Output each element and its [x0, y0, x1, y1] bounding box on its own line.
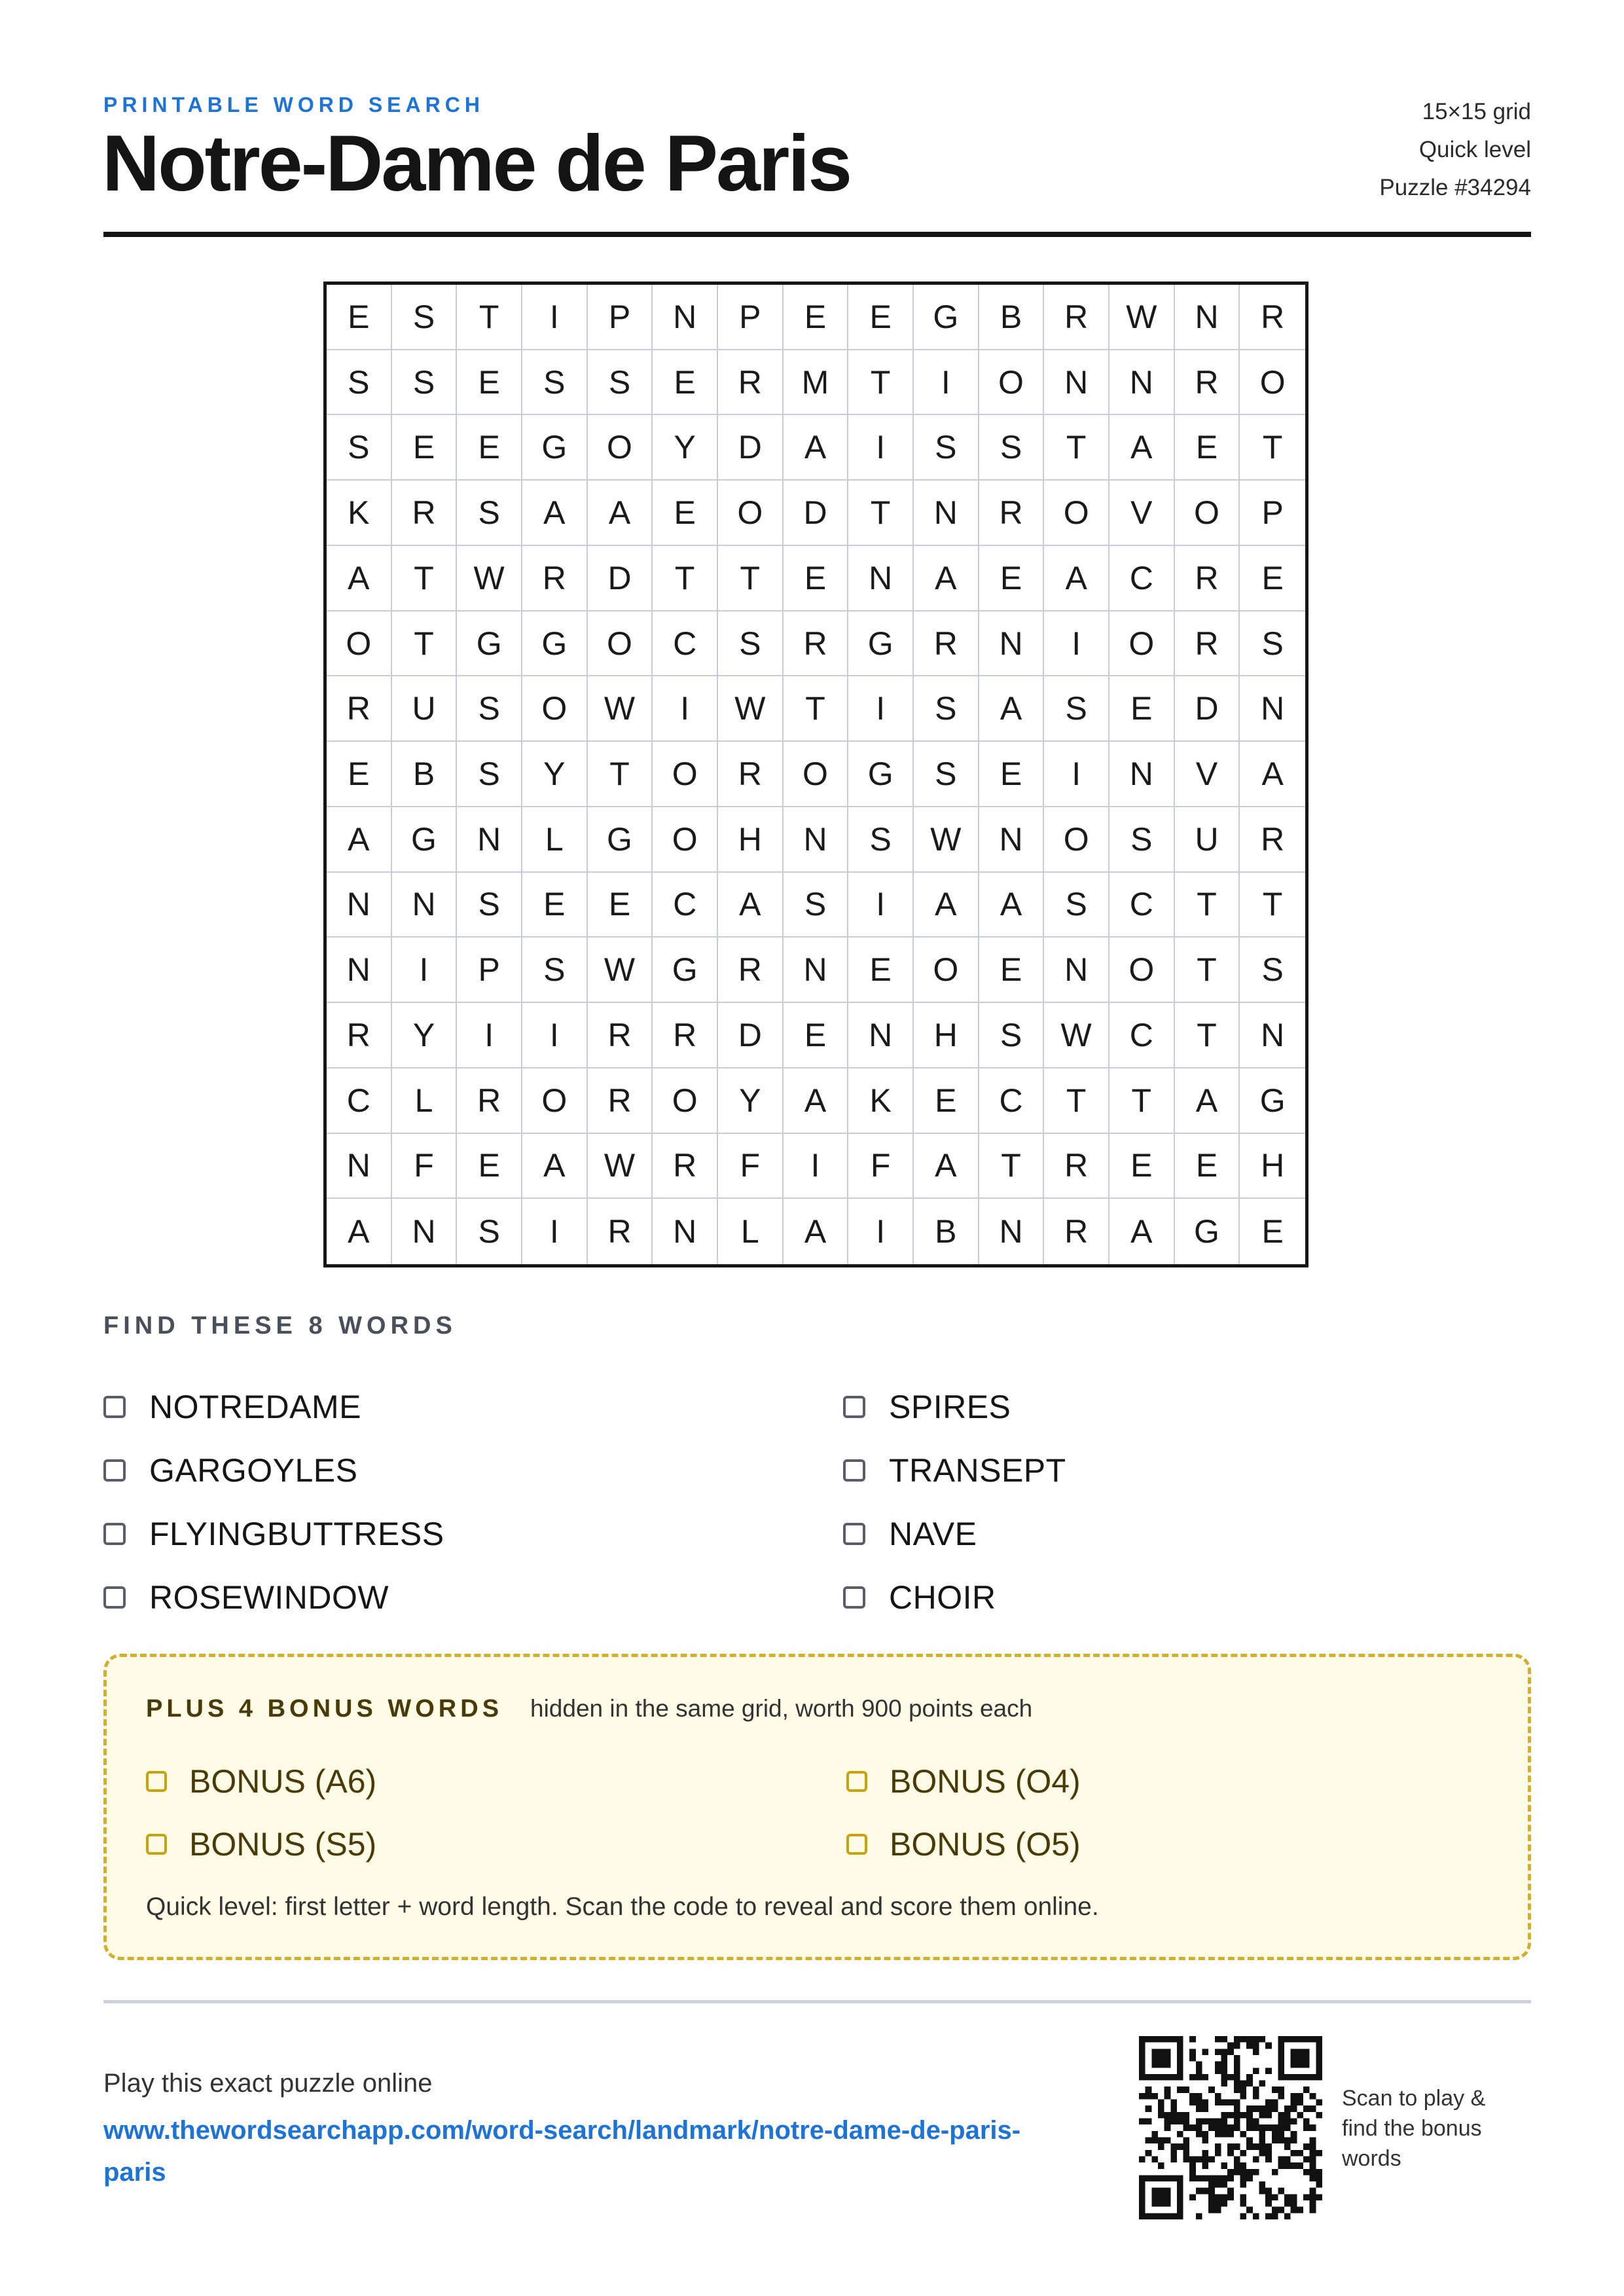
grid-cell[interactable]: I	[457, 1003, 522, 1068]
grid-cell[interactable]: T	[1175, 1003, 1240, 1068]
grid-cell[interactable]: E	[979, 546, 1045, 611]
grid-cell[interactable]: O	[1044, 807, 1110, 873]
grid-cell[interactable]: E	[1175, 415, 1240, 481]
word-item[interactable]	[843, 1565, 1216, 1629]
grid-cell[interactable]: S	[457, 742, 522, 807]
grid-cell[interactable]: Y	[718, 1068, 784, 1134]
grid-cell[interactable]: R	[1175, 611, 1240, 677]
grid-cell[interactable]: R	[718, 742, 784, 807]
grid-cell[interactable]: T	[1110, 1068, 1175, 1134]
grid-cell[interactable]: T	[979, 1134, 1045, 1199]
grid-cell[interactable]: G	[588, 807, 653, 873]
grid-cell[interactable]: N	[392, 873, 458, 938]
grid-cell[interactable]: I	[522, 285, 588, 350]
grid-cell[interactable]: A	[1110, 1199, 1175, 1264]
grid-cell[interactable]: R	[718, 938, 784, 1003]
grid-cell[interactable]: S	[979, 415, 1045, 481]
grid-cell[interactable]: A	[718, 873, 784, 938]
grid-cell[interactable]: C	[653, 873, 718, 938]
grid-cell[interactable]: N	[784, 807, 849, 873]
grid-cell[interactable]: R	[327, 676, 392, 742]
grid-cell[interactable]: I	[392, 938, 458, 1003]
scan-instructions: Scan to play & find the bonus words	[1342, 2086, 1486, 2171]
grid-cell[interactable]: E	[848, 285, 914, 350]
word-item[interactable]	[103, 1502, 843, 1565]
grid-cell[interactable]: A	[1175, 1068, 1240, 1134]
grid-cell[interactable]: D	[718, 415, 784, 481]
grid-cell[interactable]: R	[1175, 350, 1240, 416]
grid-cell[interactable]: E	[457, 350, 522, 416]
grid-cell[interactable]: P	[457, 938, 522, 1003]
grid-cell[interactable]: O	[327, 611, 392, 677]
grid-cell[interactable]: N	[979, 611, 1045, 677]
grid-cell[interactable]: T	[848, 481, 914, 546]
grid-cell[interactable]: E	[784, 1003, 849, 1068]
grid-cell[interactable]: A	[914, 873, 979, 938]
grid-cell[interactable]: A	[522, 1134, 588, 1199]
grid-cell[interactable]: S	[1240, 611, 1305, 677]
grid-cell[interactable]: S	[327, 415, 392, 481]
grid-cell[interactable]: V	[1110, 481, 1175, 546]
grid-cell[interactable]: I	[1044, 611, 1110, 677]
grid-cell[interactable]: H	[718, 807, 784, 873]
grid-cell[interactable]: I	[522, 1199, 588, 1264]
grid-cell[interactable]: L	[392, 1068, 458, 1134]
grid-cell[interactable]: I	[848, 873, 914, 938]
grid-cell[interactable]: O	[588, 611, 653, 677]
grid-cell[interactable]: N	[1044, 350, 1110, 416]
grid-cell[interactable]: R	[588, 1068, 653, 1134]
qr-code-icon[interactable]	[1139, 2036, 1322, 2219]
grid-cell[interactable]: W	[457, 546, 522, 611]
grid-cell[interactable]: G	[522, 611, 588, 677]
grid-cell[interactable]: S	[914, 676, 979, 742]
grid-cell[interactable]: H	[1240, 1134, 1305, 1199]
grid-cell[interactable]: R	[588, 1199, 653, 1264]
grid-cell[interactable]: C	[1110, 873, 1175, 938]
grid-cell[interactable]: A	[784, 415, 849, 481]
word-item[interactable]	[843, 1375, 1216, 1438]
grid-cell[interactable]: N	[327, 938, 392, 1003]
grid-cell[interactable]: F	[718, 1134, 784, 1199]
grid-cell[interactable]: E	[784, 546, 849, 611]
grid-cell[interactable]: E	[392, 415, 458, 481]
grid-cell[interactable]: A	[522, 481, 588, 546]
grid-cell[interactable]: E	[1240, 546, 1305, 611]
grid-cell[interactable]: I	[784, 1134, 849, 1199]
grid-cell[interactable]: O	[914, 938, 979, 1003]
grid-cell[interactable]: P	[1240, 481, 1305, 546]
grid-cell[interactable]: G	[522, 415, 588, 481]
grid-cell[interactable]: R	[327, 1003, 392, 1068]
grid-cell[interactable]: E	[653, 481, 718, 546]
grid-cell[interactable]: N	[653, 1199, 718, 1264]
grid-cell[interactable]: E	[784, 285, 849, 350]
grid-cell[interactable]: A	[327, 546, 392, 611]
grid-cell[interactable]: G	[1175, 1199, 1240, 1264]
grid-cell[interactable]: O	[1110, 938, 1175, 1003]
grid-cell[interactable]: S	[457, 873, 522, 938]
grid-cell[interactable]: R	[1175, 546, 1240, 611]
grid-cell[interactable]: O	[653, 1068, 718, 1134]
word-item[interactable]	[103, 1375, 843, 1438]
play-online-label: Play this exact puzzle online	[103, 2069, 433, 2098]
grid-cell[interactable]: T	[1240, 415, 1305, 481]
grid-cell[interactable]: L	[718, 1199, 784, 1264]
grid-cell[interactable]: C	[653, 611, 718, 677]
grid-cell[interactable]: E	[1110, 676, 1175, 742]
grid-cell[interactable]: E	[1261, 1213, 1284, 1250]
grid-size: 15×15 grid	[1422, 99, 1531, 124]
grid-cell[interactable]: A	[1110, 415, 1175, 481]
grid-cell[interactable]: O	[522, 1068, 588, 1134]
grid-cell[interactable]: S	[1044, 873, 1110, 938]
grid-cell[interactable]: H	[914, 1003, 979, 1068]
grid-cell[interactable]: B	[979, 285, 1045, 350]
grid-cell[interactable]: S	[457, 481, 522, 546]
grid-cell[interactable]: S	[914, 415, 979, 481]
bonus-item[interactable]	[846, 1750, 1239, 1813]
grid-cell[interactable]: A	[327, 807, 392, 873]
grid-cell[interactable]: T	[392, 611, 458, 677]
grid-cell[interactable]: R	[392, 481, 458, 546]
grid-cell[interactable]: O	[718, 481, 784, 546]
bonus-item[interactable]	[146, 1813, 846, 1876]
checkbox-icon[interactable]	[103, 1396, 126, 1418]
word-label: ROSEWINDOW	[149, 1578, 389, 1616]
grid-cell[interactable]: S	[1110, 807, 1175, 873]
grid-cell[interactable]: T	[1175, 873, 1240, 938]
grid-cell[interactable]: N	[327, 873, 392, 938]
grid-cell[interactable]: G	[457, 611, 522, 677]
grid-cell[interactable]: R	[522, 546, 588, 611]
bonus-item[interactable]	[146, 1750, 846, 1813]
eyebrow-label: PRINTABLE WORD SEARCH	[103, 93, 484, 117]
grid-cell[interactable]: R	[784, 611, 849, 677]
grid-cell[interactable]: G	[1240, 1068, 1305, 1134]
grid-cell[interactable]: L	[522, 807, 588, 873]
grid-cell[interactable]: N	[848, 546, 914, 611]
grid-cell[interactable]: A	[1044, 546, 1110, 611]
grid-cell[interactable]: S	[848, 807, 914, 873]
grid-cell[interactable]: O	[1240, 350, 1305, 416]
grid-cell[interactable]: I	[848, 1199, 914, 1264]
grid-cell[interactable]: D	[588, 546, 653, 611]
grid-cell[interactable]: E	[979, 938, 1045, 1003]
bonus-label: BONUS (O5)	[890, 1826, 1081, 1863]
grid-cell[interactable]: R	[914, 611, 979, 677]
grid-cell[interactable]: A	[914, 1134, 979, 1199]
grid-cell[interactable]: B	[392, 742, 458, 807]
word-list	[103, 1375, 1216, 1629]
grid-cell[interactable]: N	[784, 938, 849, 1003]
grid-cell[interactable]: I	[848, 676, 914, 742]
grid-cell[interactable]: F	[392, 1134, 458, 1199]
grid-cell[interactable]: O	[588, 415, 653, 481]
checkbox-icon[interactable]	[843, 1586, 865, 1609]
grid-cell[interactable]: A	[784, 1199, 849, 1264]
grid-cell[interactable]: T	[392, 546, 458, 611]
grid-cell[interactable]: I	[522, 1003, 588, 1068]
grid-cell[interactable]: G	[848, 742, 914, 807]
grid-cell[interactable]: C	[327, 1068, 392, 1134]
grid-cell[interactable]: S	[1240, 938, 1305, 1003]
grid-cell[interactable]: R	[1044, 1199, 1110, 1264]
grid-cell[interactable]: C	[1110, 1003, 1175, 1068]
grid-cell[interactable]: N	[653, 285, 718, 350]
grid-cell[interactable]: V	[1175, 742, 1240, 807]
grid-cell[interactable]: E	[457, 1134, 522, 1199]
grid-cell[interactable]: W	[1044, 1003, 1110, 1068]
bonus-label: BONUS (O4)	[890, 1763, 1081, 1800]
word-label: GARGOYLES	[149, 1451, 358, 1489]
grid-cell[interactable]: C	[1110, 546, 1175, 611]
grid-cell[interactable]: U	[392, 676, 458, 742]
grid-cell[interactable]: N	[914, 481, 979, 546]
grid-cell[interactable]: N	[848, 1003, 914, 1068]
grid-cell[interactable]: G	[392, 807, 458, 873]
grid-cell[interactable]: T	[848, 350, 914, 416]
grid-cell[interactable]: W	[588, 938, 653, 1003]
grid-cell[interactable]: S	[457, 1199, 522, 1264]
grid-cell[interactable]: N	[1240, 676, 1305, 742]
grid-cell[interactable]: S	[718, 611, 784, 677]
grid-cell[interactable]: Y	[653, 415, 718, 481]
grid-cell[interactable]: T	[1240, 873, 1305, 938]
bonus-label: BONUS (S5)	[189, 1826, 377, 1863]
grid-cell[interactable]: E	[457, 415, 522, 481]
grid-cell[interactable]: C	[979, 1068, 1045, 1134]
checkbox-icon[interactable]	[846, 1771, 867, 1792]
grid-cell[interactable]: W	[1110, 285, 1175, 350]
grid-cell[interactable]: B	[914, 1199, 979, 1264]
bonus-item[interactable]	[846, 1813, 1239, 1876]
checkbox-icon[interactable]	[146, 1771, 167, 1792]
grid-cell[interactable]: E	[1175, 1134, 1240, 1199]
header-divider	[103, 232, 1531, 237]
grid-cell[interactable]: P	[718, 285, 784, 350]
grid-cell[interactable]: N	[327, 1134, 392, 1199]
grid-cell[interactable]: K	[848, 1068, 914, 1134]
grid-cell[interactable]: E	[848, 938, 914, 1003]
checkbox-icon[interactable]	[146, 1834, 167, 1855]
grid-cell[interactable]: O	[522, 676, 588, 742]
grid-cell[interactable]: W	[718, 676, 784, 742]
grid-cell[interactable]: U	[1175, 807, 1240, 873]
grid-cell[interactable]: R	[457, 1068, 522, 1134]
word-label: FLYINGBUTTRESS	[149, 1515, 444, 1552]
grid-cell[interactable]: S	[327, 350, 392, 416]
word-list-label: FIND THESE 8 WORDS	[103, 1312, 457, 1339]
word-item[interactable]	[103, 1438, 843, 1502]
grid-cell[interactable]: A	[979, 873, 1045, 938]
grid-cell[interactable]: A	[1240, 742, 1305, 807]
grid-cell[interactable]: P	[588, 285, 653, 350]
grid-cell[interactable]: S	[784, 873, 849, 938]
grid-cell[interactable]: T	[588, 742, 653, 807]
grid-cell[interactable]: E	[327, 742, 392, 807]
difficulty-level: Quick level	[1418, 137, 1531, 162]
grid-cell[interactable]: T	[653, 546, 718, 611]
grid-cell[interactable]: O	[784, 742, 849, 807]
checkbox-icon[interactable]	[843, 1396, 865, 1418]
grid-cell[interactable]: S	[392, 350, 458, 416]
grid-cell[interactable]: I	[914, 350, 979, 416]
grid-cell[interactable]: T	[457, 285, 522, 350]
grid-cell[interactable]: E	[653, 350, 718, 416]
grid-cell[interactable]: T	[784, 676, 849, 742]
grid-cell[interactable]: G	[653, 938, 718, 1003]
grid-cell[interactable]: E	[1110, 1134, 1175, 1199]
checkbox-icon[interactable]	[846, 1834, 867, 1855]
grid-cell[interactable]: O	[1175, 481, 1240, 546]
footer-divider	[103, 2000, 1531, 2003]
word-label: NAVE	[889, 1515, 977, 1552]
grid-cell[interactable]: N	[392, 1199, 458, 1264]
grid-cell[interactable]: R	[1240, 807, 1305, 873]
grid-cell[interactable]: M	[784, 350, 849, 416]
grid-cell[interactable]: K	[327, 481, 392, 546]
grid-cell[interactable]: F	[848, 1134, 914, 1199]
grid-cell[interactable]: T	[1044, 1068, 1110, 1134]
bonus-subtitle: hidden in the same grid, worth 900 points each	[530, 1695, 1033, 1722]
checkbox-icon[interactable]	[103, 1523, 126, 1545]
grid-cell[interactable]: Y	[522, 742, 588, 807]
grid-cell[interactable]: Y	[392, 1003, 458, 1068]
grid-cell[interactable]: N	[1044, 938, 1110, 1003]
word-item[interactable]	[843, 1438, 1216, 1502]
checkbox-icon[interactable]	[843, 1459, 865, 1482]
bonus-panel	[103, 1654, 1531, 1960]
word-label: CHOIR	[889, 1578, 996, 1616]
letter-grid	[323, 282, 1308, 1267]
grid-cell[interactable]: N	[979, 807, 1045, 873]
grid-cell[interactable]: T	[718, 546, 784, 611]
grid-cell[interactable]: O	[653, 807, 718, 873]
grid-cell[interactable]: T	[1044, 415, 1110, 481]
grid-cell[interactable]: R	[979, 481, 1045, 546]
grid-cell[interactable]: R	[653, 1134, 718, 1199]
grid-cell[interactable]: S	[1044, 676, 1110, 742]
checkbox-icon[interactable]	[103, 1586, 126, 1609]
grid-cell[interactable]: R	[718, 350, 784, 416]
grid-cell[interactable]: A	[914, 546, 979, 611]
grid-cell[interactable]: A	[327, 1199, 392, 1264]
grid-cell[interactable]: R	[1044, 285, 1110, 350]
word-label: NOTREDAME	[149, 1388, 361, 1425]
word-label: SPIRES	[889, 1388, 1011, 1425]
grid-cell[interactable]: G	[848, 611, 914, 677]
checkbox-icon[interactable]	[843, 1523, 865, 1545]
grid-cell[interactable]: R	[588, 1003, 653, 1068]
grid-cell[interactable]: W	[588, 676, 653, 742]
grid-cell[interactable]: E	[914, 1068, 979, 1134]
puzzle-url-link[interactable]: www.thewordsearchapp.com/word-search/landmark/notre-dame-de-paris-paris	[103, 2116, 1021, 2187]
grid-cell[interactable]: I	[848, 415, 914, 481]
grid-cell[interactable]: N	[1240, 1003, 1305, 1068]
grid-cell[interactable]: S	[979, 1003, 1045, 1068]
grid-cell[interactable]: O	[1044, 481, 1110, 546]
bonus-word-list	[146, 1750, 1324, 1876]
grid-cell[interactable]: N	[1175, 285, 1240, 350]
bonus-title: PLUS 4 BONUS WORDS	[146, 1695, 503, 1722]
grid-cell[interactable]: E	[522, 873, 588, 938]
grid-cell[interactable]: S	[392, 285, 458, 350]
bonus-label: BONUS (A6)	[189, 1763, 377, 1800]
grid-cell[interactable]: S	[457, 676, 522, 742]
grid-cell[interactable]: E	[327, 285, 392, 350]
word-label: TRANSEPT	[889, 1451, 1066, 1489]
grid-cell[interactable]: I	[1044, 742, 1110, 807]
grid-cell[interactable]: R	[1240, 285, 1305, 350]
grid-cell[interactable]: O	[653, 742, 718, 807]
grid-cell[interactable]: I	[653, 676, 718, 742]
page-title: Notre-Dame de Paris	[102, 118, 851, 208]
word-item[interactable]	[843, 1502, 1216, 1565]
grid-cell[interactable]: R	[1044, 1134, 1110, 1199]
grid-cell[interactable]: G	[914, 285, 979, 350]
grid-cell[interactable]: D	[1175, 676, 1240, 742]
grid-cell[interactable]: N	[1110, 350, 1175, 416]
bonus-note: Quick level: first letter + word length. Scan the code to reveal and score them online.	[146, 1893, 1099, 1921]
grid-cell[interactable]: N	[979, 1199, 1045, 1264]
puzzle-number: Puzzle #34294	[1379, 175, 1531, 200]
grid-cell[interactable]: S	[588, 350, 653, 416]
grid-cell[interactable]: D	[718, 1003, 784, 1068]
grid-cell[interactable]: N	[457, 807, 522, 873]
grid-cell[interactable]: E	[588, 873, 653, 938]
word-item[interactable]	[103, 1565, 843, 1629]
grid-cell[interactable]: A	[979, 676, 1045, 742]
grid-cell[interactable]: A	[588, 481, 653, 546]
grid-cell[interactable]: T	[1175, 938, 1240, 1003]
grid-cell[interactable]: W	[588, 1134, 653, 1199]
grid-cell[interactable]: O	[1110, 611, 1175, 677]
checkbox-icon[interactable]	[103, 1459, 126, 1482]
grid-cell[interactable]: S	[914, 742, 979, 807]
grid-cell[interactable]: S	[522, 350, 588, 416]
grid-cell[interactable]: A	[784, 1068, 849, 1134]
grid-cell[interactable]: E	[979, 742, 1045, 807]
grid-cell[interactable]: S	[522, 938, 588, 1003]
grid-cell[interactable]: N	[1110, 742, 1175, 807]
grid-cell[interactable]: O	[979, 350, 1045, 416]
grid-cell[interactable]: W	[914, 807, 979, 873]
grid-cell[interactable]: R	[653, 1003, 718, 1068]
grid-cell[interactable]: D	[784, 481, 849, 546]
puzzle-meta	[1379, 93, 1531, 207]
